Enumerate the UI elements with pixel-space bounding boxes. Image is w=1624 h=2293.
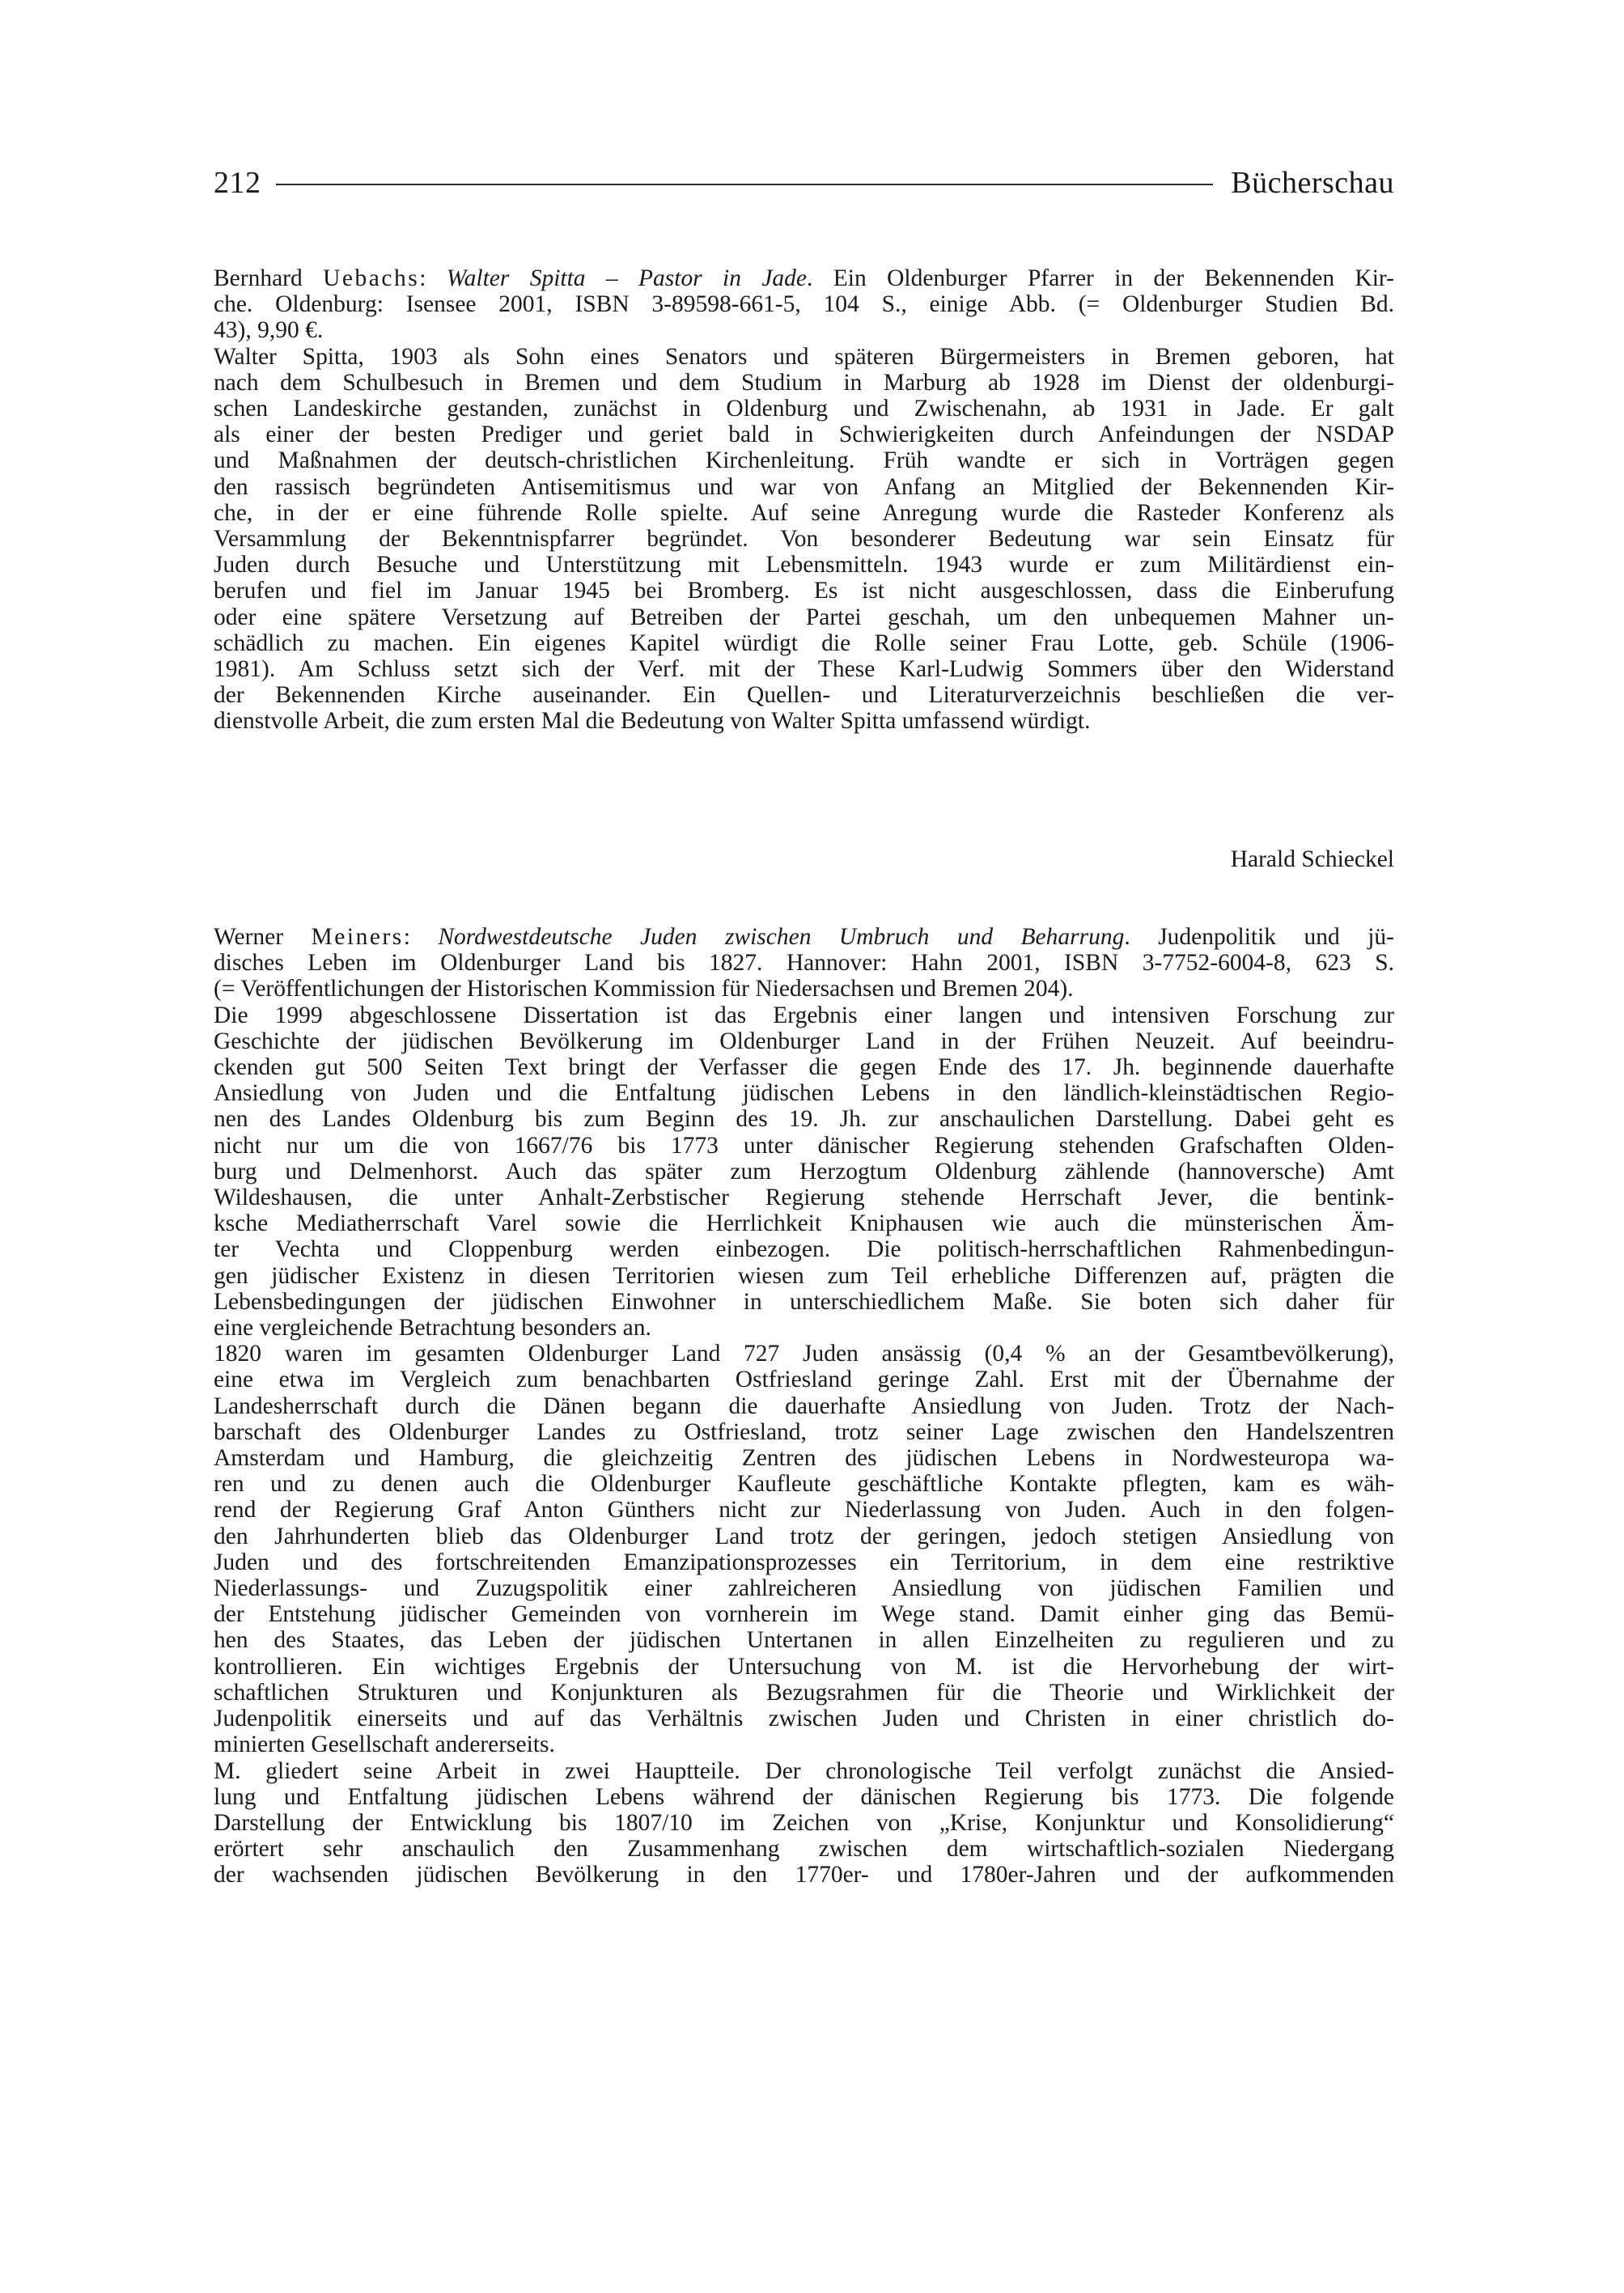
text-line: nicht nur um die von 1667/76 bis 1773 unter dänischer Regierung stehenden Grafschaften Olden- [214, 1132, 1394, 1159]
text-line: Versammlung der Bekenntnispfarrer begründet. Von besonderer Bedeutung war sein Einsatz für [214, 526, 1394, 553]
text-line: Ansiedlung von Juden und die Entfaltung jüdischen Lebens in den ländlich-kleinstädtischen Regio- [214, 1080, 1394, 1107]
text-line: Die 1999 abgeschlossene Dissertation ist das Ergebnis einer langen und intensiven Forschung zur [214, 1002, 1394, 1028]
text-line: eine etwa im Vergleich zum benachbarten Ostfriesland geringe Zahl. Erst mit der Übernahme der [214, 1367, 1394, 1393]
text-line: der wachsenden jüdischen Bevölkerung in den 1770er- und 1780er-Jahren und der aufkommenden [214, 1862, 1394, 1888]
paragraph [214, 1758, 1394, 1888]
text-line: burg und Delmenhorst. Auch das später zum Herzogtum Oldenburg zählende (hannoversche) Amt [214, 1158, 1394, 1185]
text-line: den rassisch begründeten Antisemitismus und war von Anfang an Mitglied der Bekennenden Kir- [214, 473, 1394, 500]
text-line: ter Vechta und Cloppenburg werden einbezogen. Die politisch-herrschaftlichen Rahmenbedingun- [214, 1236, 1394, 1263]
reviewer-signature: Harald Schieckel [1230, 846, 1394, 872]
citation-line: Werner Meiners: Nordwestdeutsche Juden zwischen Umbruch und Beharrung. Judenpolitik und jü- [214, 924, 1394, 950]
paragraph [214, 1341, 1394, 1757]
citation-line: (= Veröffentlichungen der Historischen Kommission für Niedersachsen und Bremen 204). [214, 976, 1074, 1002]
citation-line: che. Oldenburg: Isensee 2001, ISBN 3-89598-661-5, 104 S., einige Abb. (= Oldenburger Studien Bd. [214, 291, 1394, 318]
text-line: nach dem Schulbesuch in Bremen und dem Studium in Marburg ab 1928 im Dienst der oldenburgi- [214, 369, 1394, 396]
text-line: Lebensbedingungen der jüdischen Einwohner in unterschiedlichem Maße. Sie boten sich daher für [214, 1288, 1394, 1315]
text-line: ren und zu denen auch die Oldenburger Kaufleute geschäftliche Kontakte pflegten, kam es wäh- [214, 1471, 1394, 1498]
text-line: 1981). Am Schluss setzt sich der Verf. mit der These Karl-Ludwig Sommers über den Widerstand [214, 656, 1394, 683]
text-line: Juden und des fortschreitenden Emanzipationsprozesses ein Territorium, in dem eine restriktive [214, 1549, 1394, 1575]
text-line: Niederlassungs- und Zuzugspolitik einer zahlreicheren Ansiedlung von jüdischen Familien und [214, 1575, 1394, 1602]
text-line: erörtert sehr anschaulich den Zusammenhang zwischen dem wirtschaftlich-sozialen Niedergang [214, 1836, 1394, 1863]
citation [214, 265, 1394, 344]
author-last-name: Uebachs [323, 265, 420, 291]
review-meiners [214, 924, 1394, 1888]
text-line: der Entstehung jüdischer Gemeinden von vornherein im Wege stand. Damit einher ging das Bemü- [214, 1601, 1394, 1628]
author-first-name: Werner [214, 924, 284, 950]
book-title: Walter Spitta – Pastor in Jade [446, 265, 808, 291]
text-line: als einer der besten Prediger und geriet bald in Schwierigkeiten durch Anfeindungen der NSDAP [214, 422, 1394, 448]
text-line: Wildeshausen, die unter Anhalt-Zerbstischer Regierung stehende Herrschaft Jever, die bentink- [214, 1185, 1394, 1211]
text-line: und Maßnahmen der deutsch-christlichen Kirchenleitung. Früh wandte er sich in Vorträgen gegen [214, 447, 1394, 474]
text-line: schädlich zu machen. Ein eigenes Kapitel würdigt die Rolle seiner Frau Lotte, geb. Schüle (1906- [214, 629, 1394, 656]
text-line: minierten Gesellschaft andererseits. [214, 1731, 555, 1758]
running-head [214, 159, 1394, 207]
author-first-name: Bernhard [214, 265, 303, 291]
text-line: lung und Entfaltung jüdischen Lebens während der dänischen Regierung bis 1773. Die folgende [214, 1783, 1394, 1810]
author-last-name: Meiners [311, 924, 404, 950]
text-line: che, in der er eine führende Rolle spielte. Auf seine Anregung wurde die Rasteder Konferenz als [214, 499, 1394, 526]
header-rule [276, 184, 1214, 185]
citation-line: 43), 9,90 €. [214, 317, 324, 344]
text-line: Judenpolitik einerseits und auf das Verhältnis zwischen Juden und Christen in einer christlich do- [214, 1706, 1394, 1732]
text-line: Walter Spitta, 1903 als Sohn eines Senators und späteren Bürgermeisters in Bremen geboren, hat [214, 343, 1394, 370]
paragraph [214, 1002, 1394, 1341]
text-line: schen Landeskirche gestanden, zunächst in Oldenburg und Zwischenahn, ab 1931 in Jade. Er galt [214, 396, 1394, 422]
citation [214, 924, 1394, 1002]
text-line: Amsterdam und Hamburg, die gleichzeitig Zentren des jüdischen Lebens in Nordwesteuropa wa- [214, 1445, 1394, 1472]
text-line: hen des Staates, das Leben der jüdischen Untertanen in allen Einzelheiten zu regulieren und zu [214, 1627, 1394, 1654]
review-body [214, 344, 1394, 735]
book-title: Nordwestdeutsche Juden zwischen Umbruch und Beharrung [438, 924, 1125, 950]
text-line: barschaft des Oldenburger Landes zu Ostfriesland, trotz seiner Lage zwischen den Handelszentren [214, 1418, 1394, 1445]
text-line: der Bekennenden Kirche auseinander. Ein Quellen- und Literaturverzeichnis beschließen die ver- [214, 682, 1394, 709]
text-line: M. gliedert seine Arbeit in zwei Hauptteile. Der chronologische Teil verfolgt zunächst die Ansied- [214, 1757, 1394, 1784]
text-line: nen des Landes Oldenburg bis zum Beginn des 19. Jh. zur anschaulichen Darstellung. Dabei geht es [214, 1106, 1394, 1133]
text-line: ksche Mediatherrschaft Varel sowie die Herrlichkeit Kniphausen wie auch die münsterischen Äm- [214, 1210, 1394, 1237]
text-line: Geschichte der jüdischen Bevölkerung im Oldenburger Land in der Frühen Neuzeit. Auf beeindru- [214, 1028, 1394, 1054]
text-line: eine vergleichende Betrachtung besonders an. [214, 1315, 651, 1341]
text-line: 1820 waren im gesamten Oldenburger Land 727 Juden ansässig (0,4 % an der Gesamtbevölkerung), [214, 1341, 1394, 1367]
citation-line: Bernhard Uebachs: Walter Spitta – Pastor in Jade. Ein Oldenburger Pfarrer in der Bekennenden Kir- [214, 265, 1394, 291]
review-uebachs [214, 265, 1394, 735]
text-line: berufen und fiel im Januar 1945 bei Bromberg. Es ist nicht ausgeschlossen, dass die Einberufung [214, 578, 1394, 604]
review-body [214, 1002, 1394, 1888]
text-line: Juden durch Besuche und Unterstützung mit Lebensmitteln. 1943 wurde er zum Militärdienst ein- [214, 552, 1394, 579]
text-line: oder eine spätere Versetzung auf Betreiben der Partei geschah, um den unbequemen Mahner un- [214, 604, 1394, 630]
text-line: Darstellung der Entwicklung bis 1807/10 im Zeichen von „Krise, Konjunktur und Konsolidierung“ [214, 1809, 1394, 1836]
text-line: dienstvolle Arbeit, die zum ersten Mal die Bedeutung von Walter Spitta umfassend würdigt. [214, 708, 1091, 735]
text-line: ckenden gut 500 Seiten Text bringt der Verfasser die gegen Ende des 17. Jh. beginnende dauerhafte [214, 1054, 1394, 1081]
text-line: kontrollieren. Ein wichtiges Ergebnis der Untersuchung von M. ist die Hervorhebung der wirt- [214, 1653, 1394, 1680]
section-title: Bücherschau [1231, 166, 1394, 200]
text-line: rend der Regierung Graf Anton Günthers nicht zur Niederlassung von Juden. Auch in den folgen- [214, 1497, 1394, 1524]
text-line: Landesherrschaft durch die Dänen begann die dauerhafte Ansiedlung von Juden. Trotz der Nach- [214, 1392, 1394, 1419]
text-line: den Jahrhunderten blieb das Oldenburger Land trotz der geringen, jedoch stetigen Ansiedlung von [214, 1523, 1394, 1549]
page-number: 212 [214, 166, 261, 200]
text-line: gen jüdischer Existenz in diesen Territorien wiesen zum Teil erhebliche Differenzen auf, prägten die [214, 1262, 1394, 1289]
text-line: schaftlichen Strukturen und Konjunkturen als Bezugsrahmen für die Theorie und Wirklichkeit der [214, 1679, 1394, 1706]
citation-line: disches Leben im Oldenburger Land bis 1827. Hannover: Hahn 2001, ISBN 3-7752-6004-8, 623 S. [214, 950, 1394, 977]
